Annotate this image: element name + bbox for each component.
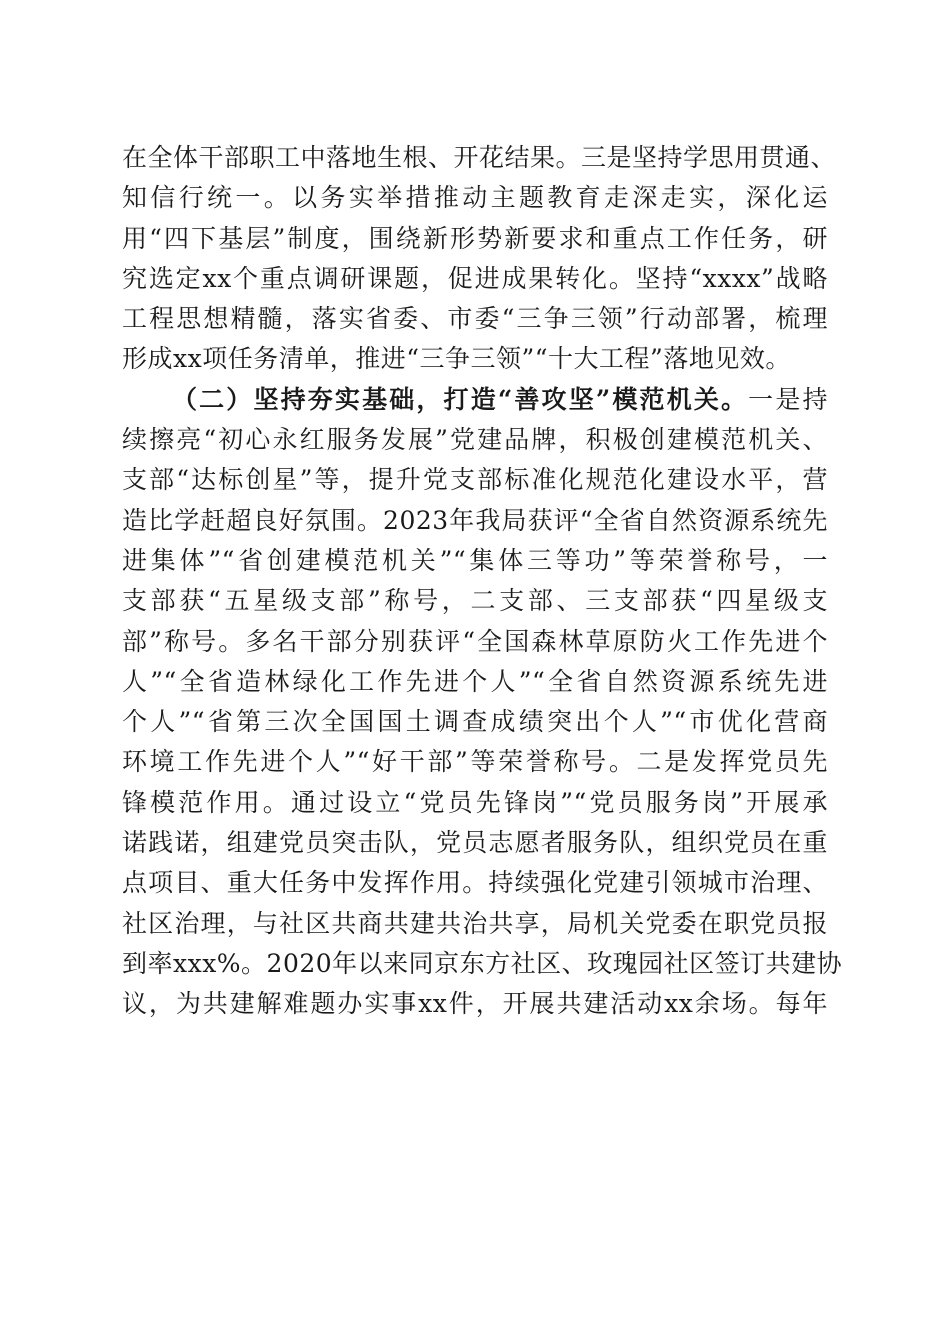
text-line: 支部“达标创星”等，提升党支部标准化规范化建设水平，营 [122,465,828,495]
text-line: 用“四下基层”制度，围绕新形势新要求和重点工作任务，研 [122,223,828,253]
text-line: 个人”“省第三次全国国土调查成绩突出个人”“市优化营商 [122,707,828,737]
text-line: 形成xx项任务清单，推进“三争三领”“十大工程”落地见效。 [122,344,791,374]
paragraph-heading-line [122,380,828,420]
text-line: 续擦亮“初心永红服务发展”党建品牌，积极创建模范机关、 [122,425,828,455]
text-line: 环境工作先进个人”“好干部”等荣誉称号。二是发挥党员先 [122,747,828,777]
text-line: 点项目、重大任务中发挥作用。持续强化党建引领城市治理、 [122,868,828,898]
text-line: 在全体干部职工中落地生根、开花结果。三是坚持学思用贯通、 [122,143,837,172]
text-line: 工程思想精髓，落实省委、市委“三争三领”行动部署，梳理 [122,304,828,334]
document-body [122,138,843,1025]
text-line: 议，为共建解难题办实事xx件，开展共建活动xx余场。每年 [122,989,828,1019]
text-line: 到率xxx%。2020年以来同京东方社区、玫瑰园社区签订共建协 [122,948,843,978]
text-line: 部”称号。多名干部分别获评“全国森林草原防火工作先进个 [122,626,828,656]
heading-line-rest: 一是持 [748,384,828,414]
section-heading: （二）坚持夯实基础，打造“善攻坚”模范机关。 [172,384,749,414]
text-line: 究选定xx个重点调研课题，促进成果转化。坚持“xxxx”战略 [122,263,828,293]
text-line: 造比学赶超良好氛围。2023年我局获评“全省自然资源系统先 [122,505,828,535]
text-line: 进集体”“省创建模范机关”“集体三等功”等荣誉称号，一 [122,545,828,575]
text-line: 锋模范作用。通过设立“党员先锋岗”“党员服务岗”开展承 [122,787,828,817]
text-line: 人”“全省造林绿化工作先进个人”“全省自然资源系统先进 [122,666,828,696]
text-line: 支部获“五星级支部”称号，二支部、三支部获“四星级支 [122,586,828,616]
text-line: 社区治理，与社区共商共建共治共享，局机关党委在职党员报 [122,908,828,938]
text-line: 诺践诺，组建党员突击队，党员志愿者服务队，组织党员在重 [122,828,828,858]
paragraph-1 [122,138,837,380]
text-line: 知信行统一。以务实举措推动主题教育走深走实，深化运 [122,183,828,213]
paragraph-2 [122,380,843,1025]
